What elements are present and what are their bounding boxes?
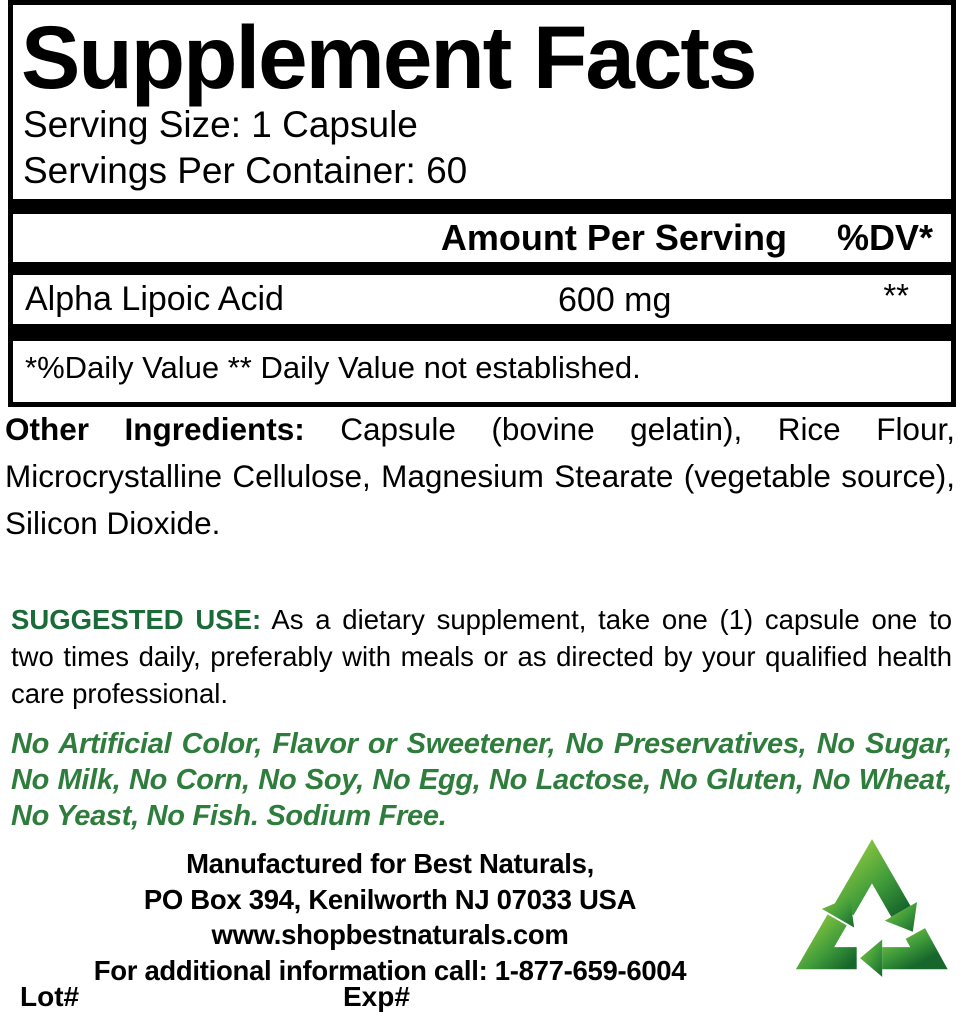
dv-footnote: *%Daily Value ** Daily Value not established. <box>25 350 641 385</box>
amount-per-serving-header: Amount Per Serving <box>440 217 787 258</box>
suggested-use-text: As a dietary supplement, take one (1) capsule one to two times daily, preferably with meals or as directed by your qualified health care professional. <box>11 604 953 709</box>
lot-number-label: Lot# <box>20 981 80 1012</box>
manufacturer-line: Manufactured for Best Naturals, <box>186 848 594 879</box>
free-of-claims-paragraph: No Artificial Color, Flavor or Sweetener, No Preservatives, No Sugar, No Milk, No Corn, No Soy, No Egg, No Lactose, No Gluten, No Wheat, No Yeast, No Fish. Sodium Free. <box>11 728 952 832</box>
address-line: PO Box 394, Kenilworth NJ 07033 USA <box>143 883 637 915</box>
website-line: www.shopbestnaturals.com <box>211 919 569 950</box>
servings-per-container-line: Servings Per Container: 60 <box>23 150 468 191</box>
divider-bar-thick-bottom <box>13 324 951 341</box>
serving-size-line: Serving Size: 1 Capsule <box>23 104 418 145</box>
dv-header: %DV* <box>836 217 933 258</box>
ingredient-name: Alpha Lipoic Acid <box>25 280 284 318</box>
other-ingredients-text: Capsule (bovine gelatin), Rice Flour, Microcrystalline Cellulose, Magnesium Stearate (vegetable source), Silicon Dioxide. <box>5 411 955 541</box>
ingredient-dv: ** <box>883 277 909 314</box>
other-ingredients-paragraph <box>5 406 955 547</box>
other-ingredients-label: Other Ingredients: <box>5 411 305 447</box>
panel-title: Supplement Facts <box>21 7 756 107</box>
manufacturer-block <box>50 846 730 988</box>
suggested-use-label: SUGGESTED USE: <box>11 604 262 635</box>
supplement-facts-panel <box>8 0 956 407</box>
suggested-use-paragraph <box>11 601 952 712</box>
divider-bar-medium <box>13 262 951 275</box>
phone-line: For additional information call: 1-877-659-6004 <box>93 954 687 986</box>
divider-bar-thick-top <box>13 199 951 214</box>
ingredient-amount: 600 mg <box>558 281 672 319</box>
amounts-header-row <box>13 214 951 262</box>
exp-date-label: Exp# <box>343 981 410 1012</box>
ingredient-row <box>13 275 951 324</box>
recycle-icon <box>787 833 957 1017</box>
